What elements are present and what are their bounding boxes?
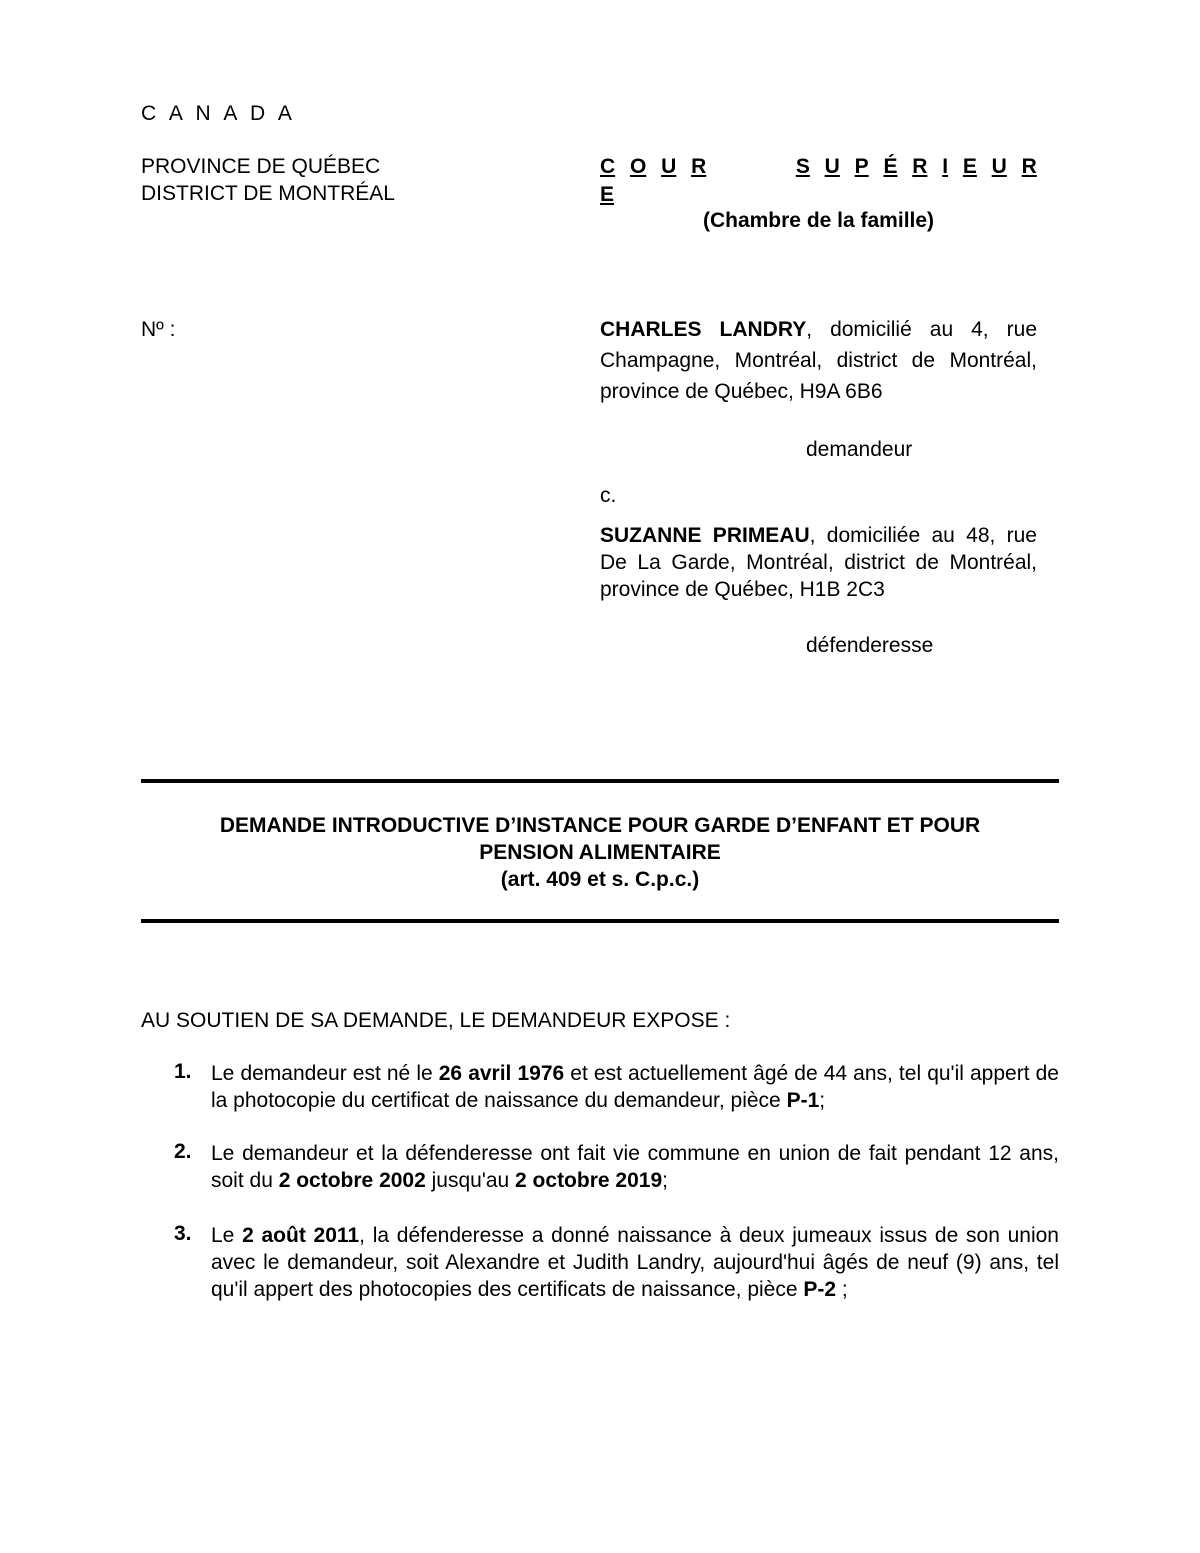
court-letter: É	[883, 155, 898, 178]
paragraph-number: 2.	[174, 1140, 192, 1163]
defendant-role: défenderesse	[806, 634, 934, 657]
title-rule-bottom	[141, 919, 1059, 923]
title-line: (art. 409 et s. C.p.c.)	[500, 868, 700, 891]
text-run: Le	[211, 1224, 243, 1247]
plaintiff-block	[600, 314, 1037, 407]
plaintiff-name: CHARLES LANDRY	[600, 318, 807, 341]
paragraph-number: 3.	[174, 1222, 192, 1245]
court-letter: E	[962, 155, 977, 178]
defendant-block	[600, 522, 1037, 603]
plaintiff-role: demandeur	[806, 438, 913, 461]
bold-run: 26 avril 1976	[438, 1062, 565, 1085]
court-name-line2: E	[600, 183, 615, 206]
paragraph-text	[211, 1060, 1059, 1114]
title-line: DEMANDE INTRODUCTIVE D’INSTANCE POUR GARDE D’ENFANT ET POUR	[219, 814, 981, 837]
bold-run: 2 octobre 2002	[278, 1169, 426, 1192]
bold-run: 2 octobre 2019	[515, 1169, 663, 1192]
text-run: ;	[836, 1278, 848, 1301]
court-letter: R	[912, 155, 928, 178]
paragraph-text	[211, 1140, 1059, 1194]
title-line: PENSION ALIMENTAIRE	[479, 841, 721, 864]
district-label: DISTRICT DE MONTRÉAL	[141, 182, 395, 205]
paragraph-number: 1.	[174, 1060, 192, 1083]
text-run: , la défenderesse a donné naissance à deux jumeaux issus de son union avec le demandeur, soit Alexandre et Judith Landry, aujourd'hui âgés de neuf (9) ans, tel qu'il appert des photocopies des certificats de naissance, pièce	[211, 1224, 1059, 1301]
case-number-label: Nº :	[141, 318, 176, 341]
chamber-label: (Chambre de la famille)	[702, 209, 935, 232]
court-letter: U	[991, 155, 1007, 178]
court-letter: U	[661, 155, 677, 178]
country-heading: C A N A D A	[141, 102, 296, 125]
text-run: Le demandeur est né le	[211, 1062, 439, 1085]
intro-heading: AU SOUTIEN DE SA DEMANDE, LE DEMANDEUR EXPOSE :	[141, 1009, 731, 1032]
title-rule-top	[141, 779, 1059, 783]
court-letter: R	[1021, 155, 1037, 178]
numbered-paragraph	[141, 1222, 1059, 1303]
court-letter: S	[795, 155, 810, 178]
paragraph-text	[211, 1222, 1059, 1303]
court-letter: I	[942, 155, 949, 178]
numbered-paragraph	[141, 1140, 1059, 1194]
text-run: jusqu'au	[425, 1169, 516, 1192]
numbered-paragraph	[141, 1060, 1059, 1114]
text-run: Le demandeur et la défenderesse ont fait vie commune en union de fait pendant 12 ans, soit du	[211, 1142, 1059, 1192]
document-title	[141, 812, 1059, 893]
text-run: et est actuellement âgé de 44 ans, tel qu'il appert de la photocopie du certificat de naissance du demandeur, pièce	[211, 1062, 1059, 1112]
court-letter: P	[854, 155, 869, 178]
court-letter: O	[629, 155, 647, 178]
bold-run: P-1	[786, 1089, 820, 1112]
plaintiff-address: , domicilié au 4, rue Champagne, Montréal, district de Montréal, province de Québec, H9A 6B6	[600, 318, 1037, 403]
defendant-name: SUZANNE PRIMEAU	[600, 524, 810, 547]
court-name-line1	[600, 153, 1037, 180]
court-letter: C	[600, 155, 616, 178]
versus-label: c.	[600, 484, 617, 507]
defendant-address: , domiciliée au 48, rue De La Garde, Montréal, district de Montréal, province de Québec, H1B 2C3	[600, 524, 1037, 601]
bold-run: 2 août 2011	[242, 1224, 360, 1247]
court-letter: R	[691, 155, 707, 178]
court-letter: U	[824, 155, 840, 178]
text-run: ;	[662, 1169, 668, 1192]
province-label: PROVINCE DE QUÉBEC	[141, 155, 381, 178]
text-run: ;	[819, 1089, 826, 1112]
bold-run: P-2	[803, 1278, 837, 1301]
